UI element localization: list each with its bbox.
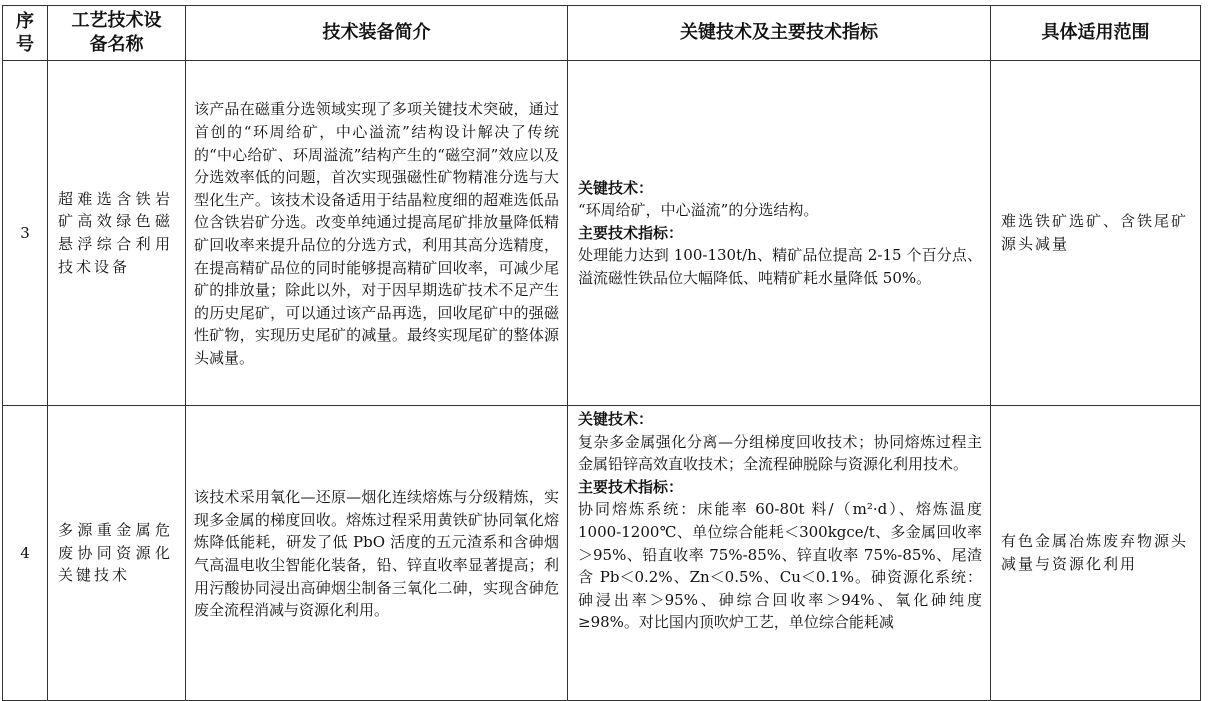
- row-number: 3: [3, 61, 48, 406]
- key-technology-cell: [568, 61, 991, 406]
- application-scope: 有色金属冶炼废弃物源头减量与资源化利用: [991, 406, 1201, 701]
- key-technology-text: “环周给矿，中心溢流”的分选结构。: [578, 201, 819, 220]
- application-scope: 难选铁矿选矿、含铁尾矿源头减量: [991, 61, 1201, 406]
- main-indicators-label: 主要技术指标：: [578, 223, 684, 242]
- header-key: 关键技术及主要技术指标: [568, 6, 991, 61]
- main-indicators-label: 主要技术指标：: [578, 477, 684, 496]
- header-name: 工艺技术设 备名称: [48, 6, 186, 61]
- technology-name: 多源重金属危废协同资源化关键技术: [48, 406, 186, 701]
- technology-name: 超难选含铁岩矿高效绿色磁悬浮综合利用技术设备: [48, 61, 186, 406]
- key-technology-cell: [568, 406, 991, 701]
- header-no: 序 号: [3, 6, 48, 61]
- header-desc: 技术装备简介: [186, 6, 568, 61]
- technology-table: [2, 5, 1201, 701]
- table-row: [3, 406, 1201, 701]
- main-indicators-text: 协同熔炼系统：床能率 60-80t 料/（m²·d）、熔炼温度 1000-1200℃、单位综合能耗＜300kgce/t、多金属回收率＞95%、铅直收率 75%-85%、锌直收率 75%-85%、尾渣含 Pb＜0.2%、Zn＜0.5%、Cu＜0.1%。砷资源化系统：砷浸出率＞95%、砷综合回收率＞94%、氧化砷纯度≥98%。对比国内顶吹炉工艺，单位综合能耗减: [578, 500, 982, 632]
- main-indicators-text: 处理能力达到 100-130t/h、精矿品位提高 2-15 个百分点、溢流磁性铁品位大幅降低、吨精矿耗水量降低 50%。: [578, 246, 982, 287]
- header-row: [3, 6, 1201, 61]
- key-technology-label: 关键技术：: [578, 178, 654, 197]
- row-number: 4: [3, 406, 48, 701]
- table-row: [3, 61, 1201, 406]
- technology-description: 该产品在磁重分选领域实现了多项关键技术突破，通过首创的“环周给矿，中心溢流”结构设计解决了传统的“中心给矿、环周溢流”结构产生的“磁空洞”效应以及分选效率低的问题，首次实现强磁性矿物精准分选与大型化生产。该技术设备适用于结晶粒度细的超难选低品位含铁岩矿分选。改变单纯通过提高尾矿排放量降低精矿回收率来提升品位的分选方式，利用其高分选精度，在提高精矿品位的同时能够提高精矿回收率，可减少尾矿的排放量；除此以外，对于因早期选矿技术不足产生的历史尾矿，可以通过该产品再选，回收尾矿中的强磁性矿物，实现历史尾矿的减量。最终实现尾矿的整体源头减量。: [186, 61, 568, 406]
- technology-description: 该技术采用氧化—还原—烟化连续熔炼与分级精炼，实现多金属的梯度回收。熔炼过程采用黄铁矿协同氧化熔炼降低能耗，研发了低 PbO 活度的五元渣系和含砷烟气高温电收尘智能化装备，铅、锌直收率显著提高；利用污酸协同浸出高砷烟尘制备三氧化二砷，实现含砷危废全流程消减与资源化利用。: [186, 406, 568, 701]
- key-technology-text: 复杂多金属强化分离—分组梯度回收技术；协同熔炼过程主金属铅锌高效直收技术；全流程砷脱除与资源化利用技术。: [578, 432, 982, 474]
- header-scope: 具体适用范围: [991, 6, 1201, 61]
- key-technology-label: 关键技术：: [578, 410, 654, 428]
